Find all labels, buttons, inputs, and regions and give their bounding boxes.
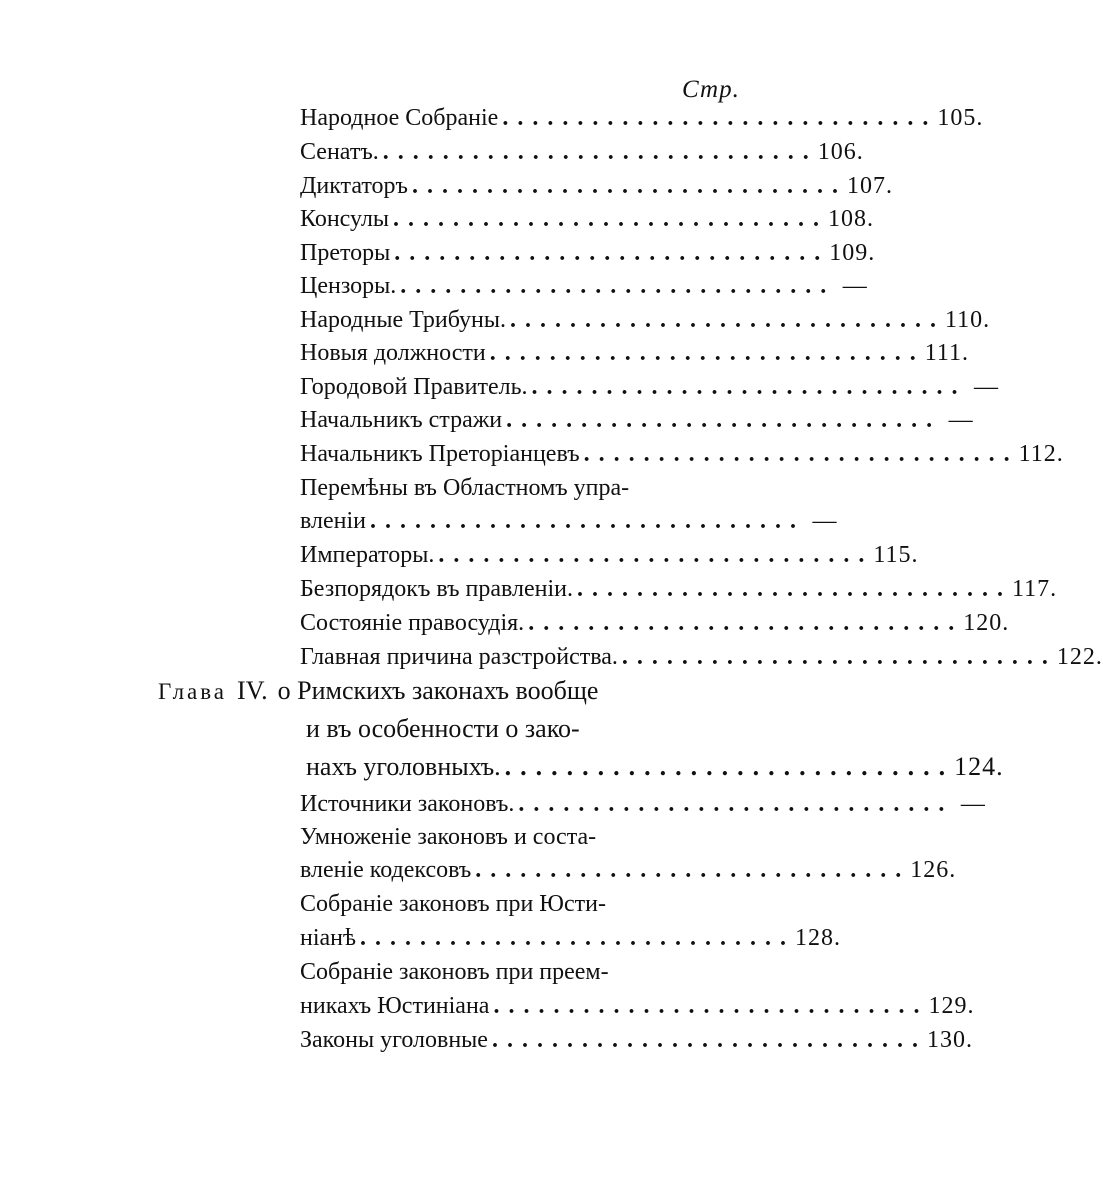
toc-entry: Преторы ............................. 109.	[300, 240, 876, 266]
chapter-label: Глава	[158, 679, 228, 704]
toc-entry: ніанѣ ............................. 128.	[300, 925, 842, 951]
chapter-heading	[158, 674, 718, 708]
toc-entry-line: Умноженіе законовъ и соста-	[300, 824, 597, 850]
toc-entry-line: Собраніе законовъ при преем-	[300, 959, 609, 985]
toc-entry: Начальникъ стражи ............................. —	[300, 407, 974, 433]
toc-entry: Народные Трибуны. ............................. 110.	[300, 307, 991, 333]
toc-entry: Цензоры. ............................. —	[300, 273, 868, 299]
toc-entry: никахъ Юстиніана ............................. 129.	[300, 993, 975, 1019]
toc-entry: Безпорядокъ въ правленіи. ............................. 117.	[300, 576, 1058, 602]
toc-entry: Законы уголовные ............................. 130.	[300, 1027, 973, 1053]
toc-entry: Сенатъ. ............................. 106.	[300, 139, 864, 165]
toc-entry: Начальникъ Преторіанцевъ ............................. 112.	[300, 441, 1064, 467]
chapter-title-line: и въ особенности о зако-	[306, 714, 580, 743]
chapter-title-end: нахъ уголовныхъ. ............................. 124.	[306, 752, 1004, 781]
toc-entry: Народное Собраніе ............................. 105.	[300, 105, 984, 131]
toc-entry: Консулы ............................. 108.	[300, 206, 875, 232]
toc-entry: Источники законовъ. ............................. —	[300, 791, 986, 817]
toc-entry-line: Собраніе законовъ при Юсти-	[300, 891, 606, 917]
toc-entry: Новыя должности ............................. 111.	[300, 340, 969, 366]
toc-entry: Городовой Правитель. ............................. —	[300, 374, 1000, 400]
toc-entry: Главная причина разстройства. ............................. 122.	[300, 644, 1103, 670]
toc-entry: вленіе кодексовъ ............................. 126.	[300, 857, 957, 883]
chapter-title-line: о Римскихъ законахъ вообще	[277, 676, 599, 705]
toc-entry: вленіи ............................. —	[300, 508, 838, 534]
toc-entry-line: Перемѣны въ Областномъ упра-	[300, 475, 630, 501]
page-column-label: Стр.	[682, 76, 740, 103]
chapter-number: IV.	[237, 676, 268, 705]
toc-entry: Императоры. ............................. 115.	[300, 542, 919, 568]
toc-entry: Диктаторъ ............................. 107.	[300, 173, 893, 199]
toc-entry: Состояніе правосудія. ............................. 120.	[300, 610, 1010, 636]
